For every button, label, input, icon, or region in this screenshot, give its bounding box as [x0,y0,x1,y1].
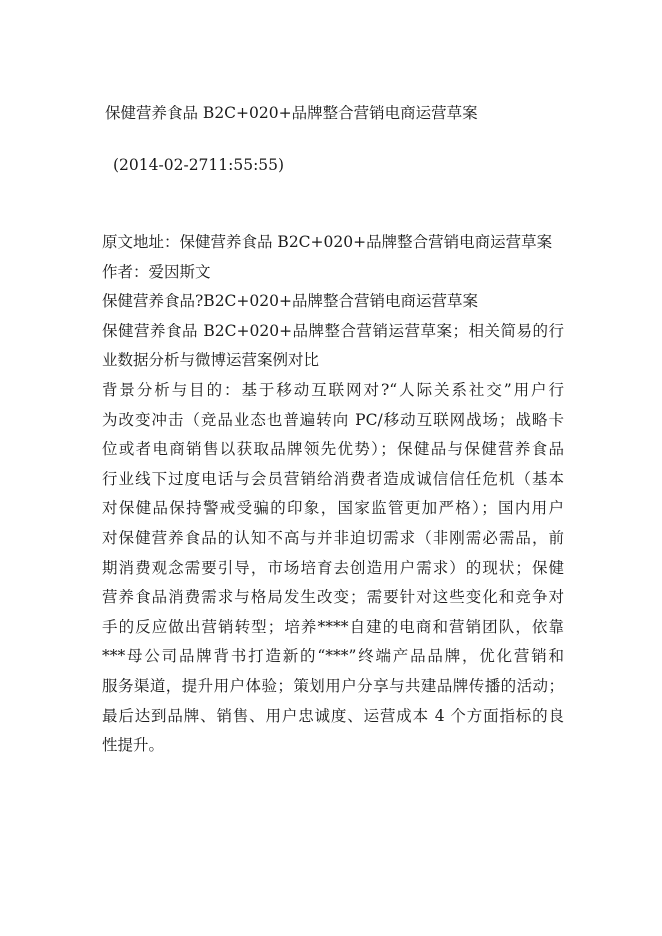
summary-paragraph [102,317,564,376]
background-row: 为改变冲击（竞品业态也普遍转向 PC/移动互联网战场；战略卡 [102,410,564,429]
background-row: 位或者电商销售以获取品牌领先优势）；保健品与保健营养食品 [102,440,564,459]
background-row: 行业线下过度电话与会员营销给消费者造成诚信信任危机（基本 [102,469,564,488]
background-row: 营养食品消费需求与格局发生改变；需要针对这些变化和竞争对 [102,588,564,607]
document-body [102,228,564,761]
summary-row: 保健营养食品 B2C+020+品牌整合营销运营草案；相关简易的行 [102,321,564,340]
background-row: ***母公司品牌背书打造新的“***”终端产品品牌，优化营销和 [102,647,564,666]
background-row: 最后达到品牌、销售、用户忠诚度、运营成本 4 个方面指标的良 [102,706,564,725]
background-row: 性提升。 [102,736,165,755]
source-line: 原文地址：保健营养食品 B2C+020+品牌整合营销电商运营草案 [102,233,553,251]
background-row: 背景分析与目的：基于移动互联网对?“人际关系社交”用户行 [102,380,564,399]
background-row: 对保健营养食品的认知不高与并非迫切需求（非刚需必需品，前 [102,528,564,547]
background-row: 期消费观念需要引导，市场培育去创造用户需求）的现状；保健 [102,558,564,577]
document-title: 保健营养食品 B2C+020+品牌整合营销电商运营草案 [105,104,478,122]
author-line: 作者：爱因斯文 [102,262,211,281]
background-row: 手的反应做出营销转型；培养****自建的电商和营销团队，依靠 [102,617,564,636]
background-row: 对保健品保持警戒受骗的印象，国家监管更加严格）；国内用户 [102,499,564,518]
subtitle-line: 保健营养食品?B2C+020+品牌整合营销电商运营草案 [102,292,478,311]
summary-row: 业数据分析与微博运营案例对比 [102,351,320,370]
document-timestamp: (2014-02-2711:55:55) [113,156,285,174]
background-row: 服务渠道，提升用户体验；策划用户分享与共建品牌传播的活动； [102,676,564,695]
background-paragraph [102,376,564,761]
